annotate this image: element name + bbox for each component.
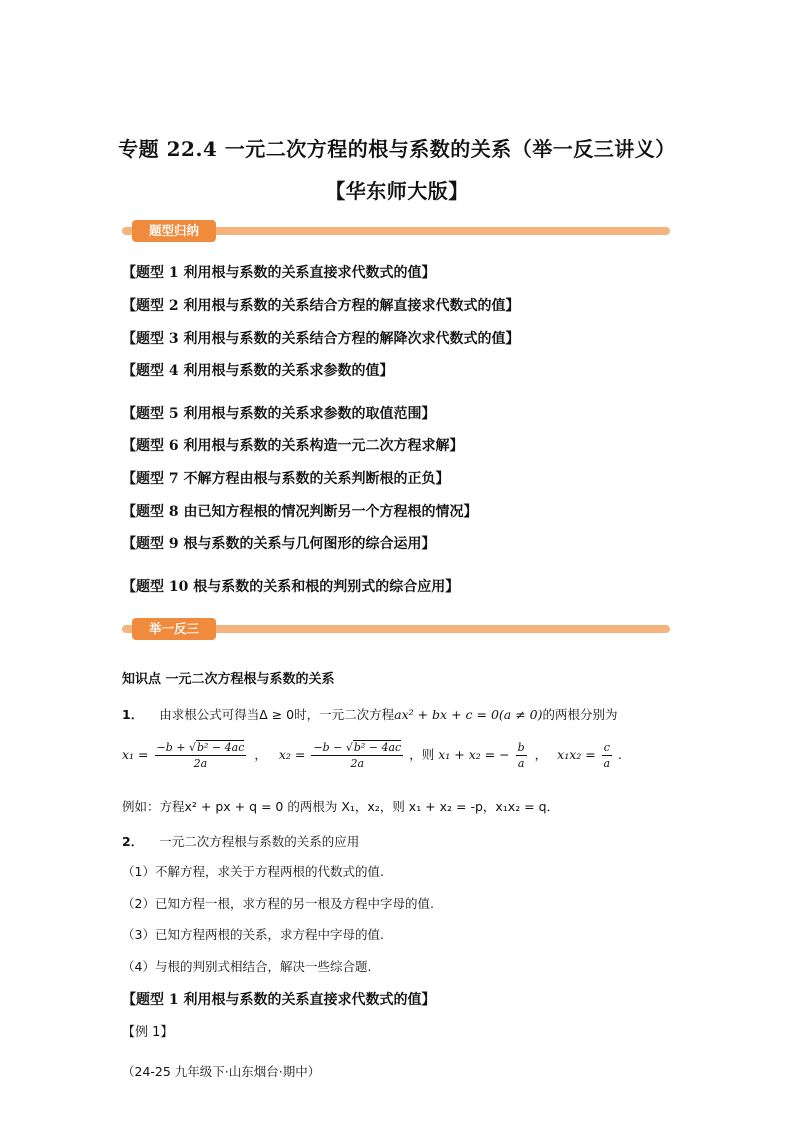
toc-item[interactable]: 【题型 7 不解方程由根与系数的关系判断根的正负】 xyxy=(122,471,450,487)
x1-denominator: 2a xyxy=(193,757,208,770)
item-1 xyxy=(122,705,618,723)
x1-lhs: x₁ = xyxy=(122,747,149,762)
item-2-text: 一元二次方程根与系数的关系的应用 xyxy=(159,834,360,849)
sum-fraction xyxy=(516,740,527,771)
x2-num-pre: −b − √ xyxy=(313,741,353,754)
item-2-number: 2． xyxy=(122,834,144,849)
product-numerator: c xyxy=(603,741,610,754)
section-heading: 【题型 1 利用根与系数的关系直接求代数式的值】 xyxy=(122,992,436,1008)
x2-denominator: 2a xyxy=(350,757,365,770)
application-item: （2）已知方程一根，求方程的另一根及方程中字母的值. xyxy=(122,896,434,911)
item-1-number: 1． xyxy=(122,707,144,722)
banner-tag: 举一反三 xyxy=(132,618,216,640)
root-formula: x₁ = $\frac{\text{−b + √b² − 4ac}}{2a}$ ， x₂ = $\frac{\text{−b − √b² − 4ac}}{2a}$ ，则 x₁ + x₂ = − $\frac{b}{a}$ ， x₁x₂ = $\frac{c}{a}$ . xyxy=(122,741,622,770)
example-line: 例如：方程x² + px + q = 0 的两根为 X₁，x₂，则 x₁ + x₂ = -p，x₁x₂ = q． xyxy=(122,799,560,814)
toc-item[interactable]: 【题型 8 由已知方程根的情况判断另一个方程根的情况】 xyxy=(122,504,478,520)
toc-item[interactable]: 【题型 10 根与系数的关系和根的判别式的综合应用】 xyxy=(122,579,460,595)
x1-num-pre: −b + √ xyxy=(156,741,196,754)
toc-item[interactable]: 【题型 3 利用根与系数的关系结合方程的解降次求代数式的值】 xyxy=(122,331,520,347)
x2-lhs: x₂ = xyxy=(278,747,306,762)
then-text: ，则 xyxy=(409,747,435,762)
sum-denominator: a xyxy=(517,757,525,770)
x2-fraction xyxy=(311,740,403,771)
toc-item[interactable]: 【题型 5 利用根与系数的关系求参数的取值范围】 xyxy=(122,406,436,422)
application-item: （3）已知方程两根的关系，求方程中字母的值. xyxy=(122,927,384,942)
item-1-text: 由求根公式可得当Δ ≥ 0时，一元二次方程 xyxy=(159,707,395,722)
toc-item[interactable]: 【题型 4 利用根与系数的关系求参数的值】 xyxy=(122,363,394,379)
toc-item[interactable]: 【题型 1 利用根与系数的关系直接求代数式的值】 xyxy=(122,265,436,281)
sum-lhs: x₁ + x₂ = − xyxy=(438,747,510,762)
example-label: 【例 1】 xyxy=(122,1025,174,1040)
toc-item[interactable]: 【题型 9 根与系数的关系与几何图形的综合运用】 xyxy=(122,536,436,552)
application-item: （4）与根的判别式相结合，解决一些综合题. xyxy=(122,959,372,974)
toc-item[interactable]: 【题型 6 利用根与系数的关系构造一元二次方程求解】 xyxy=(122,438,464,454)
item-1-tail: 的两根分别为 xyxy=(542,707,618,722)
page-title: 专题 22.4 一元二次方程的根与系数的关系（举一反三讲义） xyxy=(118,137,676,161)
x2-radicand: b² − 4ac xyxy=(353,741,402,754)
item-2 xyxy=(122,832,359,850)
product-denominator: a xyxy=(603,757,611,770)
knowledge-heading: 知识点 一元二次方程根与系数的关系 xyxy=(122,672,335,687)
toc-item[interactable]: 【题型 2 利用根与系数的关系结合方程的解直接求代数式的值】 xyxy=(122,298,520,314)
section-banner-types xyxy=(122,220,670,242)
quadratic-equation: ax² + bx + c = 0(a ≠ 0) xyxy=(394,707,543,722)
application-item: （1）不解方程，求关于方程两根的代数式的值. xyxy=(122,864,384,879)
product-lhs: x₁x₂ = xyxy=(557,747,596,762)
example-source: （24-25 九年级下·山东烟台·期中） xyxy=(122,1064,321,1079)
page-subtitle: 【华东师大版】 xyxy=(325,179,469,203)
sum-numerator: b xyxy=(517,741,525,754)
section-banner-practice xyxy=(122,618,670,640)
product-fraction xyxy=(602,740,612,771)
banner-tag: 题型归纳 xyxy=(132,220,216,242)
x1-radicand: b² − 4ac xyxy=(196,741,245,754)
x1-fraction xyxy=(155,740,247,771)
